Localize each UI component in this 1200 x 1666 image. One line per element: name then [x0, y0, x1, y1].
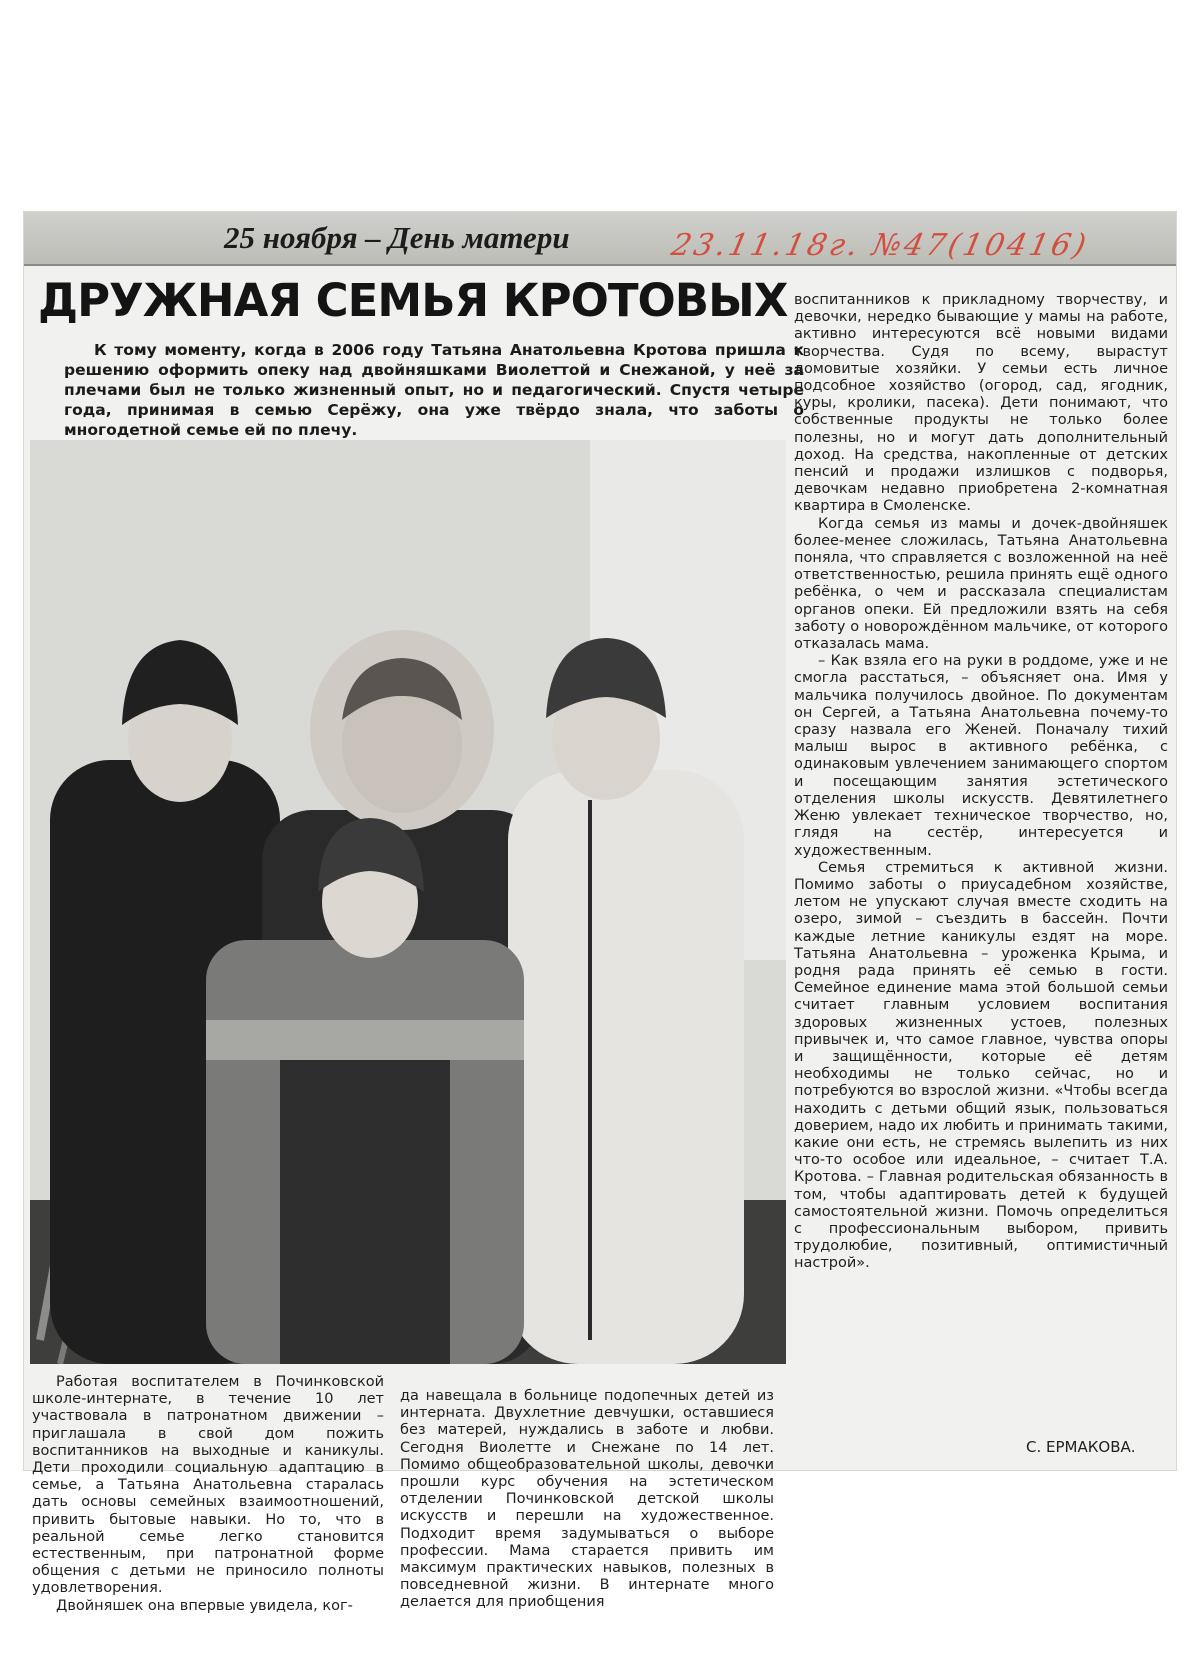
author-signature: С. ЕРМАКОВА. — [1026, 1438, 1136, 1456]
article-column-right — [794, 292, 1168, 1273]
article-headline: ДРУЖНАЯ СЕМЬЯ КРОТОВЫХ — [38, 274, 788, 327]
paragraph: Семья стремиться к активной жизни. Помимо заботы о приусадебном хозяйстве, летом не упускают случая вместе сходить на озеро, зимой – съездить в бассейн. Почти каждые летние каникулы ездят на море. Татьяна Анатольевна – уроженка Крыма, и родня рада принять её семью в гости. Семейное единение мама этой большой семьи считает главным условием воспитания здоровых жизненных устоев, полезных привычек и, что самое главное, чувства опоры и защищённости, которые её детям необходимы не только сейчас, но и потребуются во взрослой жизни. «Чтобы всегда находить с детьми общий язык, пользоваться доверием, надо их любить и принимать такими, какие они есть, не стремясь вылепить из них что-то особое или идеальное, – считает Т.А. Кротова. – Главная родительская обязанность в том, чтобы адаптировать детей к будущей самостоятельной жизни. Помочь определиться с профессиональным выбором, привить трудолюбие, позитивный, оптимистичный настрой». — [794, 859, 1168, 1272]
paragraph: Работая воспитателем в Починковской школе-интернате, в течение 10 лет участвовала в патронатном движении – приглашала в свой дом пожить воспитанников на выходные и каникулы. Дети проходили социальную адаптацию в семье, а Татьяна Анатольевна старалась дать основы семейных взаимоотношений, привить бытовые навыки. Но то, что в реальной семье легко становится естественным, при патронатной форме общения с детьми не приносило полноты удовлетворения. — [32, 1374, 384, 1597]
paragraph: – Как взяла его на руки в роддоме, уже и не смогла расстаться, – объясняет она. Имя у мальчика получилось двойное. По документам он Сергей, а Татьяна Анатольевна почему-то сразу назвала его Женей. Поначалу тихий малыш вырос в активного ребёнка, с одинаковым увлечением занимающего спортом и посещающим занятия эстетического отделения школы искусств. Девятилетнего Женю увлекает техническое творчество, но, глядя на сестёр, интересуется и художественным. — [794, 653, 1168, 859]
paragraph: да навещала в больнице подопечных детей из интерната. Двухлетние девчушки, оставшиеся без матерей, нуждались в заботе и любви. Сегодня Виолетте и Снежане по 14 лет. Помимо общеобразовательной школы, девочки прошли курс обучения на эстетическом отделении Починковской детской школы искусств и перешли на художественное. Подходит время задумываться о выборе профессии. Мама старается привить им максимум практических навыков, полезных в повседневной жизни. В интернате много делается для приобщения — [400, 1388, 774, 1611]
paragraph: Двойняшек она впервые увидела, ког- — [56, 1597, 353, 1614]
paragraph: Когда семья из мамы и дочек-двойняшек более-менее сложилась, Татьяна Анатольевна поняла, что справляется с возложенной на неё ответственностью, решила принять ещё одного ребёнка, о чем и рассказала специалистам органов опеки. Ей предложили взять на себя заботу о новорождённом мальчике, от которого отказалась мама. — [794, 515, 1168, 653]
article-lead: К тому моменту, когда в 2006 году Татьяна Анатольевна Кротова пришла к решению оформить опеку над двойняшками Виолеттой и Снежаной, у неё за плечами был не только жизненный опыт, но и педагогический. Спустя четыре года, принимая в семью Серёжу, она уже твёрдо знала, что заботы о многодетной семье ей по плечу. — [64, 341, 804, 439]
newspaper-clipping — [24, 212, 1176, 1614]
family-photo — [30, 440, 786, 1364]
family-photo-illustration — [30, 440, 786, 1364]
paragraph: воспитанников к прикладному творчеству, и девочки, нередко бывающие у мамы на работе, активно интересуются всё новыми видами творчества. Судя по всему, вырастут домовитые хозяйки. У семьи есть личное подсобное хозяйство (огород, сад, ягодник, куры, кролики, пасека). Дети понимают, что собственные продукты не только более полезны, но и могут дать дополнительный доход. На средства, накопленные от детских пенсий и продажи излишков с подворья, девочкам недавно приобретена 2-комнатная квартира в Смоленске. — [794, 292, 1168, 515]
handwritten-issue-note: 23.11.18г. №47(10416) — [668, 228, 1092, 263]
rubric-title: 25 ноября – День матери — [224, 220, 570, 255]
article-column-bottom-left — [32, 1374, 384, 1615]
rubric-band — [24, 212, 1176, 266]
article-column-bottom-middle — [400, 1388, 774, 1612]
